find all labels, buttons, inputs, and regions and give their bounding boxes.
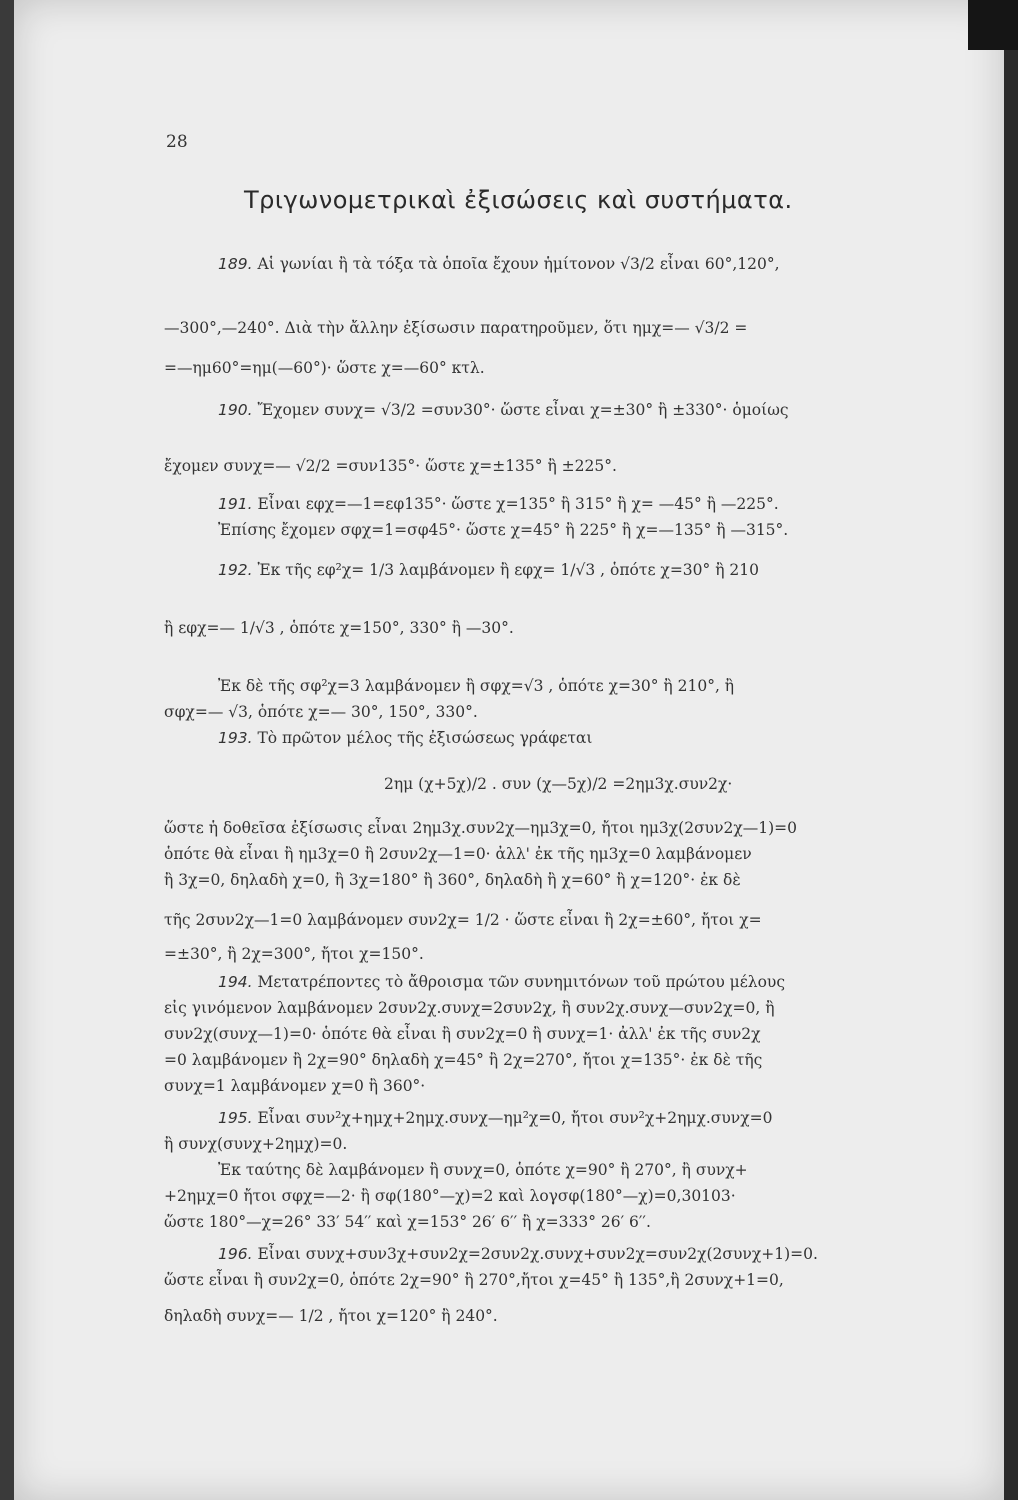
text-line bbox=[164, 456, 617, 476]
line-text: ἢ εφχ=— 1/√3 , ὁπότε χ=150°, 330° ἢ —30°. bbox=[164, 619, 514, 637]
text-line bbox=[164, 1306, 498, 1326]
text-line bbox=[218, 520, 788, 540]
text-line bbox=[164, 1186, 736, 1206]
exercise-number: 196. bbox=[218, 1245, 253, 1263]
text-line bbox=[164, 818, 797, 838]
line-text: Εἶναι συν²χ+ημχ+2ημχ.συνχ—ημ²χ=0, ἤτοι συν²χ+2ημχ.συνχ=0 bbox=[257, 1109, 773, 1127]
book-page bbox=[14, 0, 1004, 1500]
line-text: ἢ συνχ(συνχ+2ημχ)=0. bbox=[164, 1135, 348, 1153]
exercise-number: 189. bbox=[218, 255, 253, 273]
exercise-number: 192. bbox=[218, 561, 253, 579]
text-line bbox=[218, 972, 785, 992]
text-line bbox=[164, 318, 747, 338]
line-text: +2ημχ=0 ἤτοι σφχ=—2· ἢ σφ(180°—χ)=2 καὶ λογσφ(180°—χ)=0,30103· bbox=[164, 1187, 736, 1205]
text-line bbox=[164, 844, 752, 864]
text-line bbox=[218, 254, 780, 274]
line-text: —300°,—240°. Διὰ τὴν ἄλλην ἐξίσωσιν παρατηροῦμεν, ὅτι ημχ=— √3/2 = bbox=[164, 319, 748, 337]
text-line bbox=[164, 1270, 784, 1290]
text-line bbox=[218, 676, 734, 696]
text-line bbox=[164, 1024, 761, 1044]
line-text: Εἶναι εφχ=—1=εφ135°· ὥστε χ=135° ἢ 315° ἢ χ= —45° ἢ —225°. bbox=[257, 495, 779, 513]
exercise-number: 191. bbox=[218, 495, 253, 513]
exercise-number: 193. bbox=[218, 729, 253, 747]
line-text: συν2χ(συνχ—1)=0· ὁπότε θὰ εἶναι ἢ συν2χ=0 ἢ συνχ=1· ἀλλ' ἐκ τῆς συν2χ bbox=[164, 1025, 761, 1043]
line-text: ὥστε ἡ δοθεῖσα ἐξίσωσις εἶναι 2ημ3χ.συν2χ—ημ3χ=0, ἤτοι ημ3χ(2συν2χ—1)=0 bbox=[164, 819, 798, 837]
line-text: =±30°, ἢ 2χ=300°, ἤτοι χ=150°. bbox=[164, 945, 424, 963]
text-line bbox=[218, 560, 759, 580]
line-text: ἔχομεν συνχ=— √2/2 =συν135°· ὥστε χ=±135° ἢ ±225°. bbox=[164, 457, 617, 475]
line-text: ὁπότε θὰ εἶναι ἢ ημ3χ=0 ἢ 2συν2χ—1=0· ἀλλ' ἐκ τῆς ημ3χ=0 λαμβάνομεν bbox=[164, 845, 752, 863]
line-text: τῆς 2συν2χ—1=0 λαμβάνομεν συν2χ= 1/2 · ὥστε εἶναι ἢ 2χ=±60°, ἤτοι χ= bbox=[164, 911, 762, 929]
page-edge bbox=[1004, 0, 1018, 1500]
text-line bbox=[164, 618, 514, 638]
text-line bbox=[218, 400, 789, 420]
line-text: Ἐκ ταύτης δὲ λαμβάνομεν ἢ συνχ=0, ὁπότε χ=90° ἢ 270°, ἢ συνχ+ bbox=[218, 1161, 748, 1179]
line-text: Εἶναι συνχ+συν3χ+συν2χ=2συν2χ.συνχ+συν2χ=συν2χ(2συνχ+1)=0. bbox=[257, 1245, 818, 1263]
line-text: συνχ=1 λαμβάνομεν χ=0 ἢ 360°· bbox=[164, 1077, 426, 1095]
text-line bbox=[164, 1050, 762, 1070]
line-text: Ἐκ τῆς εφ²χ= 1/3 λαμβάνομεν ἢ εφχ= 1/√3 , ὁπότε χ=30° ἢ 210 bbox=[257, 561, 760, 579]
line-text: Ἐκ δὲ τῆς σφ²χ=3 λαμβάνομεν ἢ σφχ=√3 , ὁπότε χ=30° ἢ 210°, ἢ bbox=[218, 677, 735, 695]
line-text: 2ημ (χ+5χ)/2 . συν (χ—5χ)/2 =2ημ3χ.συν2χ· bbox=[384, 775, 733, 793]
line-text: Τὸ πρῶτον μέλος τῆς ἐξισώσεως γράφεται bbox=[257, 729, 593, 747]
line-text: ἢ 3χ=0, δηλαδὴ χ=0, ἢ 3χ=180° ἢ 360°, δηλαδὴ ἢ χ=60° ἢ χ=120°· ἐκ δὲ bbox=[164, 871, 741, 889]
text-line bbox=[164, 910, 762, 930]
exercise-number: 195. bbox=[218, 1109, 253, 1127]
line-text: Ἔχομεν συνχ= √3/2 =συν30°· ὥστε εἶναι χ=±30° ἢ ±330°· ὁμοίως bbox=[257, 401, 789, 419]
line-text: Αἱ γωνίαι ἢ τὰ τόξα τὰ ὁποῖα ἔχουν ἡμίτονον √3/2 εἶναι 60°,120°, bbox=[257, 255, 780, 273]
line-text: =0 λαμβάνομεν ἢ 2χ=90° δηλαδὴ χ=45° ἢ 2χ=270°, ἤτοι χ=135°· ἐκ δὲ τῆς bbox=[164, 1051, 763, 1069]
line-text: εἰς γινόμενον λαμβάνομεν 2συν2χ.συνχ=2συν2χ, ἢ συν2χ.συνχ—συν2χ=0, ἢ bbox=[164, 999, 775, 1017]
text-line bbox=[164, 1134, 347, 1154]
text-line bbox=[164, 870, 741, 890]
exercise-number: 194. bbox=[218, 973, 253, 991]
text-line bbox=[164, 1212, 651, 1232]
line-text: σφχ=— √3, ὁπότε χ=— 30°, 150°, 330°. bbox=[164, 703, 478, 721]
page-number: 28 bbox=[166, 132, 188, 152]
scan-corner bbox=[968, 0, 1018, 50]
text-line bbox=[164, 1076, 425, 1096]
text-line bbox=[164, 944, 424, 964]
text-line bbox=[164, 998, 775, 1018]
exercise-number: 190. bbox=[218, 401, 253, 419]
line-text: δηλαδὴ συνχ=— 1/2 , ἤτοι χ=120° ἢ 240°. bbox=[164, 1307, 498, 1325]
equation-line bbox=[384, 774, 732, 794]
line-text: Μετατρέποντες τὸ ἄθροισμα τῶν συνημιτόνων τοῦ πρώτου μέλους bbox=[257, 973, 786, 991]
text-line bbox=[218, 1160, 748, 1180]
line-text: ὥστε 180°—χ=26° 33′ 54′′ καὶ χ=153° 26′ 6′′ ἢ χ=333° 26′ 6′′. bbox=[164, 1213, 651, 1231]
text-line bbox=[218, 728, 592, 748]
text-line bbox=[218, 1244, 818, 1264]
line-text: Ἐπίσης ἔχομεν σφχ=1=σφ45°· ὥστε χ=45° ἢ 225° ἢ χ=—135° ἢ —315°. bbox=[218, 521, 789, 539]
section-title: Τριγωνομετρικαὶ ἐξισώσεις καὶ συστήματα. bbox=[244, 186, 793, 214]
line-text: =—ημ60°=ημ(—60°)· ὥστε χ=—60° κτλ. bbox=[164, 359, 485, 377]
line-text: ὥστε εἶναι ἢ συν2χ=0, ὁπότε 2χ=90° ἢ 270°,ἤτοι χ=45° ἢ 135°,ἢ 2συνχ+1=0, bbox=[164, 1271, 784, 1289]
text-line bbox=[164, 702, 478, 722]
text-line bbox=[164, 358, 485, 378]
text-line bbox=[218, 1108, 772, 1128]
text-line bbox=[218, 494, 779, 514]
